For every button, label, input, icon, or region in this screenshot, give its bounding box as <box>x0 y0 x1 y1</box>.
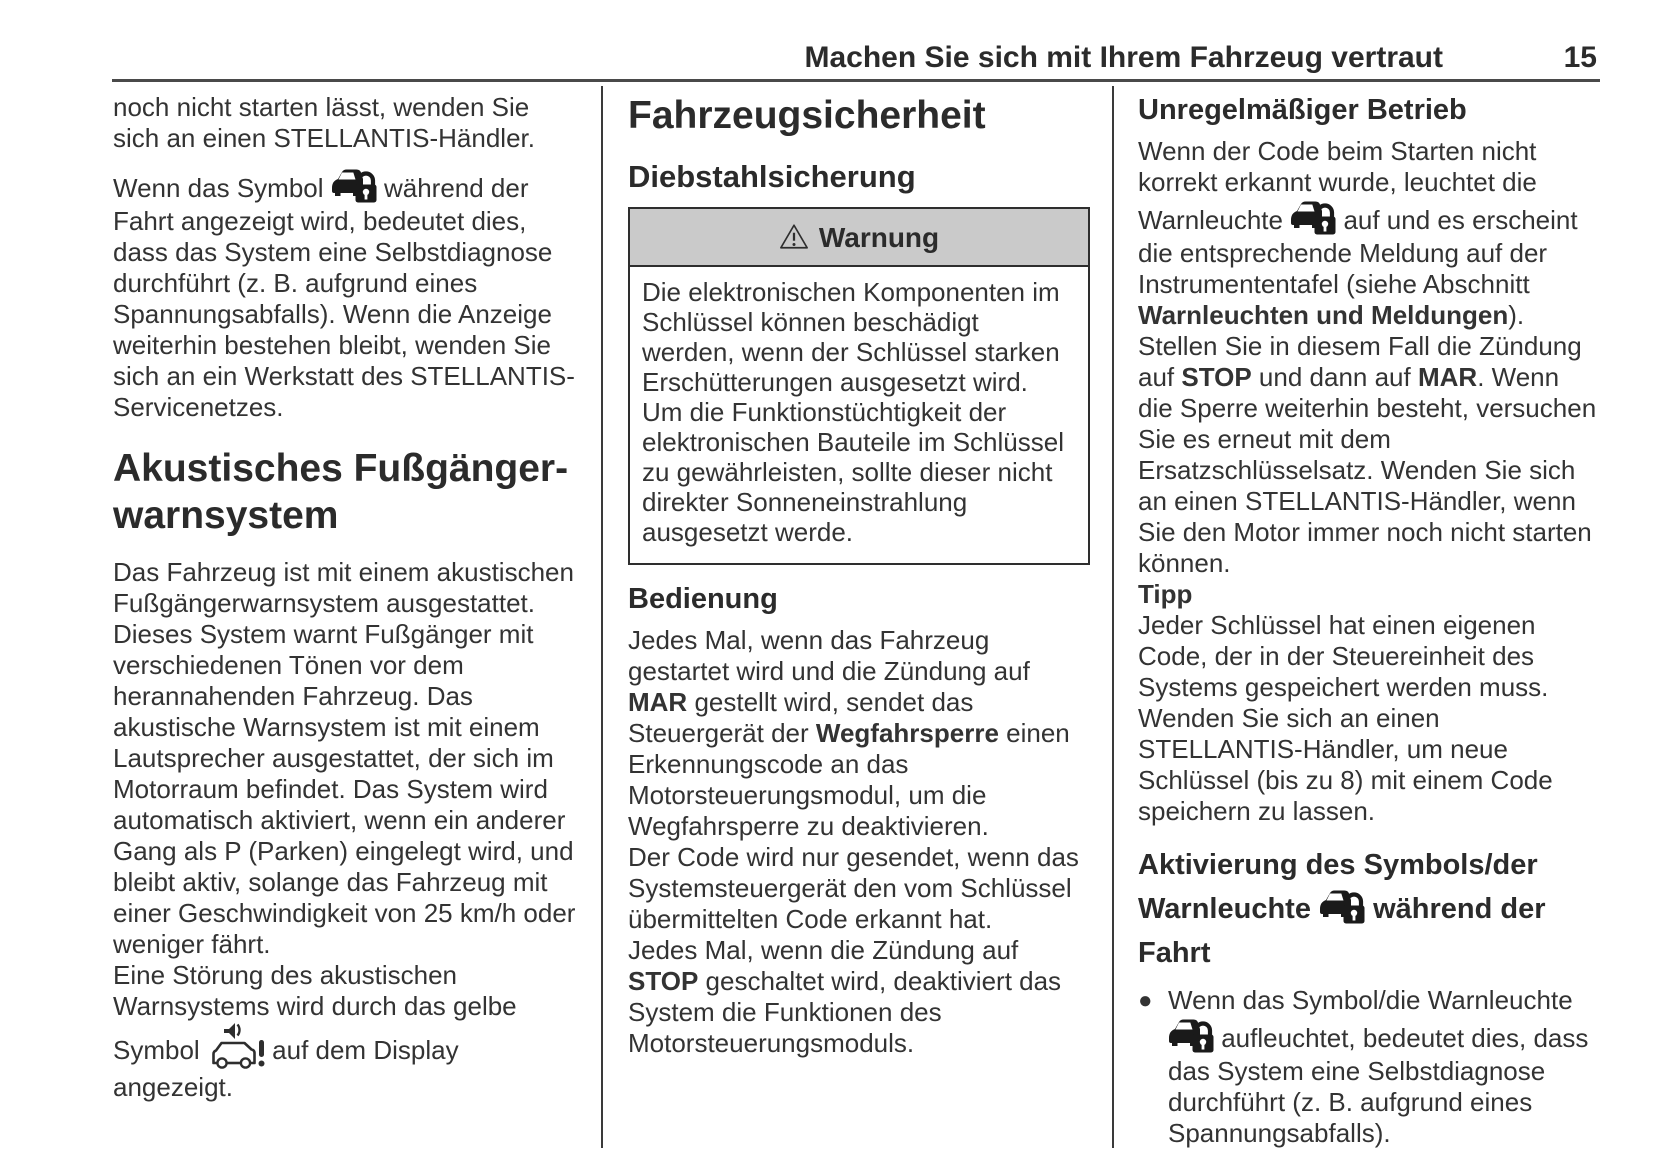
bold-term-warning-lights: Warnleuchten und Meldungen <box>1138 300 1509 330</box>
text-segment: aufleuchtet, bedeutet dies, dass das System eine Selbstdiagnose durchführt (z. B. aufgrund eines Spannungsabfalls). <box>1168 1023 1589 1148</box>
page-number: 15 <box>1563 41 1597 74</box>
paragraph-tip: Jeder Schlüssel hat einen eigenen Code, der in der Steuereinheit des Systems gespeichert werden muss. Wenden Sie sich an einen STELLANTIS-Händler, um neue Schlüssel (bis zu 8) mit einem Code speichern zu lassen. <box>1138 610 1553 826</box>
paragraph-symbol-driving <box>113 166 578 423</box>
paragraph-irregular-1 <box>1138 136 1598 331</box>
bold-term-mar: MAR <box>1417 362 1478 392</box>
section-heading-pedestrian-warning <box>113 445 578 539</box>
car-lock-icon <box>1319 887 1365 927</box>
paragraph-operation-2: Der Code wird nur gesendet, wenn das Systemsteuergerät den vom Schlüssel übermittelten Code erkannt hat. <box>628 842 1079 934</box>
text-segment: Jedes Mal, wenn das Fahrzeug gestartet wird und die Zündung auf <box>628 625 1030 686</box>
text-segment: Wenn das Symbol <box>113 173 331 203</box>
warning-box <box>628 207 1090 565</box>
column-middle <box>628 92 1090 1059</box>
column-divider-left <box>601 86 603 1148</box>
text-segment: während der Fahrt angezeigt wird, bedeutet dies, dass das System eine Selbstdiagnose durchführt (z. B. aufgrund eines Spannungsabfalls). Wenn die Anzeige weiterhin bestehen bleibt, wenden Sie sich an ein Werkstatt des STELLANTIS-Servicenetzes. <box>113 173 575 422</box>
section-heading-irregular-operation: Unregelmäßiger Betrieb <box>1138 94 1467 126</box>
text-segment: Warnleuchte <box>1138 893 1320 925</box>
bold-term-stop: STOP <box>628 966 699 996</box>
car-speaker-warning-icon <box>207 1022 265 1072</box>
list-item <box>1138 985 1598 1149</box>
bold-term-stop: STOP <box>1181 362 1252 392</box>
page-header-title: Machen Sie sich mit Ihrem Fahrzeug vertraut <box>804 41 1443 74</box>
column-left <box>113 92 578 1103</box>
warning-label: Warnung <box>818 222 940 253</box>
chapter-heading-vehicle-security: Fahrzeugsicherheit <box>628 94 986 137</box>
car-lock-icon <box>1290 198 1336 238</box>
column-right <box>1138 92 1598 1149</box>
bold-term-immobilizer: Wegfahrsperre <box>815 718 999 748</box>
bold-term-mar: MAR <box>628 687 688 717</box>
text-segment: gestellt wird, sendet das Steuergerät der <box>628 687 974 748</box>
text-segment: und dann auf <box>1251 362 1418 392</box>
heading-line <box>1138 887 1598 975</box>
paragraph-pedestrian-system: Das Fahrzeug ist mit einem akustischen Fußgängerwarnsystem ausgestattet. Dieses System warnt Fußgänger mit verschiedenen Tönen vor dem herannahenden Fahrzeug. Das akustische Warnsystem ist mit einem Lautsprecher ausgestattet, der sich im Motorraum befindet. Das System wird automatisch aktiviert, wenn ein anderer Gang als P (Parken) eingelegt wird, und bleibt aktiv, solange das Fahrzeug mit einer Geschwindigkeit von 25 km/h oder weniger fährt. <box>113 557 576 959</box>
heading-line: Akustisches Fußgänger- <box>113 447 569 490</box>
paragraph-operation-3 <box>628 935 1090 1059</box>
bullet-marker: ● <box>1138 987 1153 1014</box>
car-lock-icon <box>331 166 377 206</box>
warning-box-body: Die elektronischen Komponenten im Schlüssel können beschädigt werden, wenn der Schlüssel starken Erschütterungen ausgesetzt wird. Um die Funktionstüchtigkeit der elektronischen Bauteile im Schlüssel zu gewährleisten, sollte dieser nicht direkter Sonneneinstrahlung ausgesetzt werde. <box>642 277 1064 547</box>
paragraph-fault-symbol <box>113 960 578 1103</box>
text-segment: auf und es erscheint die entsprechende Meldung auf der Instrumententafel (siehe Abschnitt <box>1138 205 1578 299</box>
list-item-text <box>1168 985 1598 1149</box>
text-segment: einen Erkennungscode an das Motorsteuerungsmodul, um die Wegfahrsperre zu deaktivieren. <box>628 718 1070 841</box>
section-heading-operation: Bedienung <box>628 583 778 615</box>
car-lock-icon <box>1168 1016 1214 1056</box>
warning-box-header <box>630 209 1088 267</box>
header-rule <box>112 79 1600 82</box>
text-segment: . Wenn die Sperre weiterhin besteht, versuchen Sie es erneut mit dem Ersatzschlüsselsatz. Wenden Sie sich an einen STELLANTIS-Händler, wenn Sie den Motor immer noch nicht starten können. <box>1138 362 1597 578</box>
section-heading-anti-theft: Diebstahlsicherung <box>628 159 916 194</box>
text-segment: geschaltet wird, deaktiviert das System die Funktionen des Motorsteuerungsmoduls. <box>628 966 1062 1058</box>
text-segment: auf dem Display angezeigt. <box>113 1035 459 1102</box>
text-segment: während der Fahrt <box>1138 893 1546 969</box>
text-segment: Wenn der Code beim Starten nicht korrekt erkannt wurde, leuchtet die Warnleuchte <box>1138 136 1537 235</box>
warning-triangle-icon <box>779 223 809 250</box>
text-segment: Eine Störung des akustischen Warnsystems wird durch das gelbe Symbol <box>113 960 517 1065</box>
section-heading-symbol-activation <box>1138 843 1598 975</box>
text-segment: Wenn das Symbol/die Warnleuchte <box>1168 985 1573 1015</box>
heading-line: Aktivierung des Symbols/der <box>1138 849 1538 881</box>
column-divider-right <box>1112 86 1114 1148</box>
paragraph-irregular-2 <box>1138 331 1598 579</box>
text-segment: Stellen Sie in diesem Fall die Zündung auf <box>1138 331 1582 392</box>
paragraph-dealer: noch nicht starten lässt, wenden Sie sich an einen STELLANTIS-Händler. <box>113 92 535 153</box>
text-segment: ). <box>1508 300 1525 330</box>
heading-line: warnsystem <box>113 494 339 537</box>
text-segment: Jedes Mal, wenn die Zündung auf <box>628 935 1019 965</box>
tip-heading: Tipp <box>1138 579 1193 609</box>
paragraph-operation-1 <box>628 625 1090 842</box>
